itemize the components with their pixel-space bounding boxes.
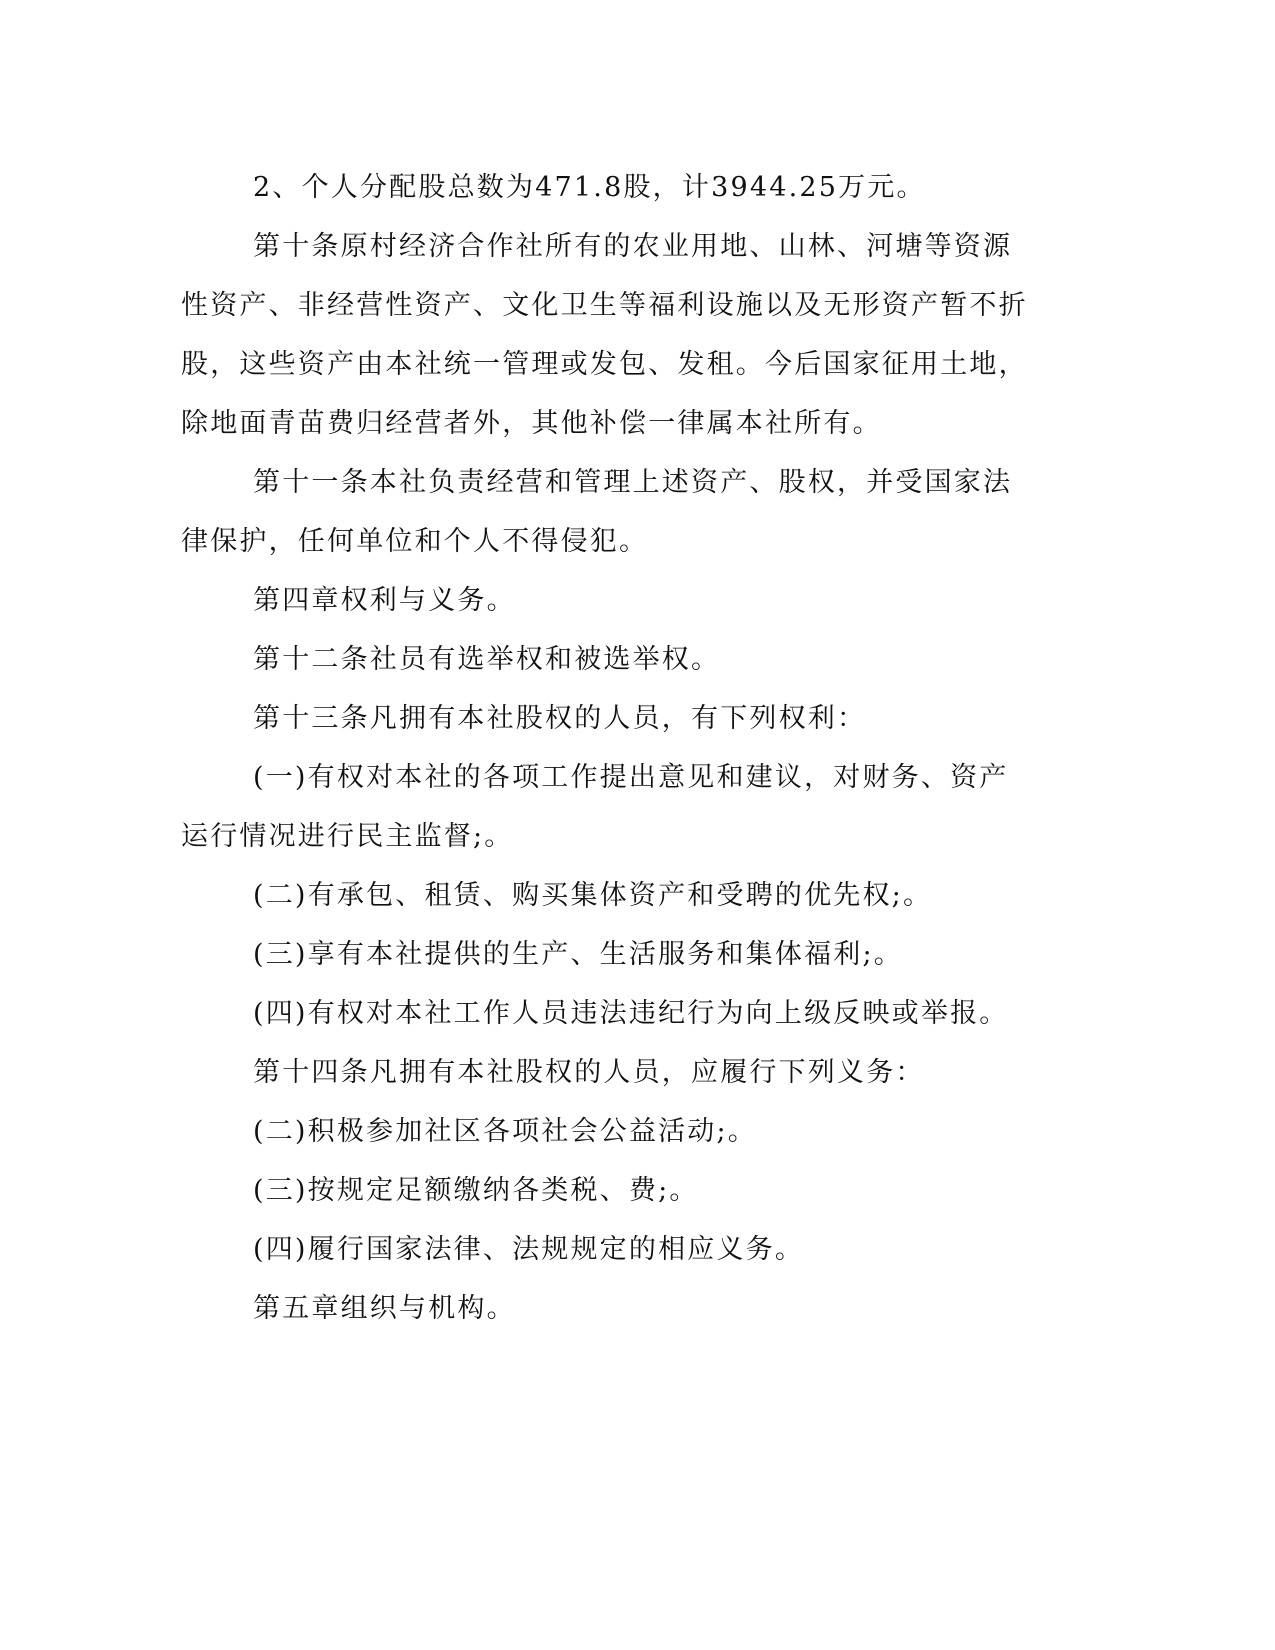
duties-item-2: (二)积极参加社区各项社会公益活动;。 (253, 1116, 757, 1147)
rights-item-2: (二)有承包、租赁、购买集体资产和受聘的优先权;。 (253, 880, 933, 911)
paragraph-article-11: 第十一条本社负责经营和管理上述资产、股权，并受国家法律保护，任何单位和个人不得侵犯。 (181, 467, 1013, 557)
rights-item-3: (三)享有本社提供的生产、生活服务和集体福利;。 (253, 939, 903, 970)
paragraph-share-total: 2、个人分配股总数为471.8股，计3944.25万元。 (253, 172, 926, 203)
document-body (181, 158, 1031, 1338)
rights-item-4: (四)有权对本社工作人员违法违纪行为向上级反映或举报。 (253, 998, 1009, 1029)
duties-item-3: (三)按规定足额缴纳各类税、费;。 (253, 1175, 699, 1206)
paragraph-article-13: 第十三条凡拥有本社股权的人员，有下列权利： (253, 703, 867, 734)
chapter-4-heading: 第四章权利与义务。 (253, 585, 516, 616)
paragraph-article-12: 第十二条社员有选举权和被选举权。 (253, 644, 721, 675)
chapter-5-heading: 第五章组织与机构。 (253, 1293, 516, 1324)
paragraph-article-10: 第十条原村经济合作社所有的农业用地、山林、河塘等资源性资产、非经营性资产、文化卫生等福利设施以及无形资产暂不折股，这些资产由本社统一管理或发包、发租。今后国家征用土地，除地面青苗费归经营者外，其他补偿一律属本社所有。 (181, 231, 1028, 439)
paragraph-article-14: 第十四条凡拥有本社股权的人员，应履行下列义务： (253, 1057, 925, 1088)
rights-item-1: (一)有权对本社的各项工作提出意见和建议，对财务、资产运行情况进行民主监督;。 (181, 762, 1009, 852)
duties-item-4: (四)履行国家法律、法规规定的相应义务。 (253, 1234, 805, 1265)
